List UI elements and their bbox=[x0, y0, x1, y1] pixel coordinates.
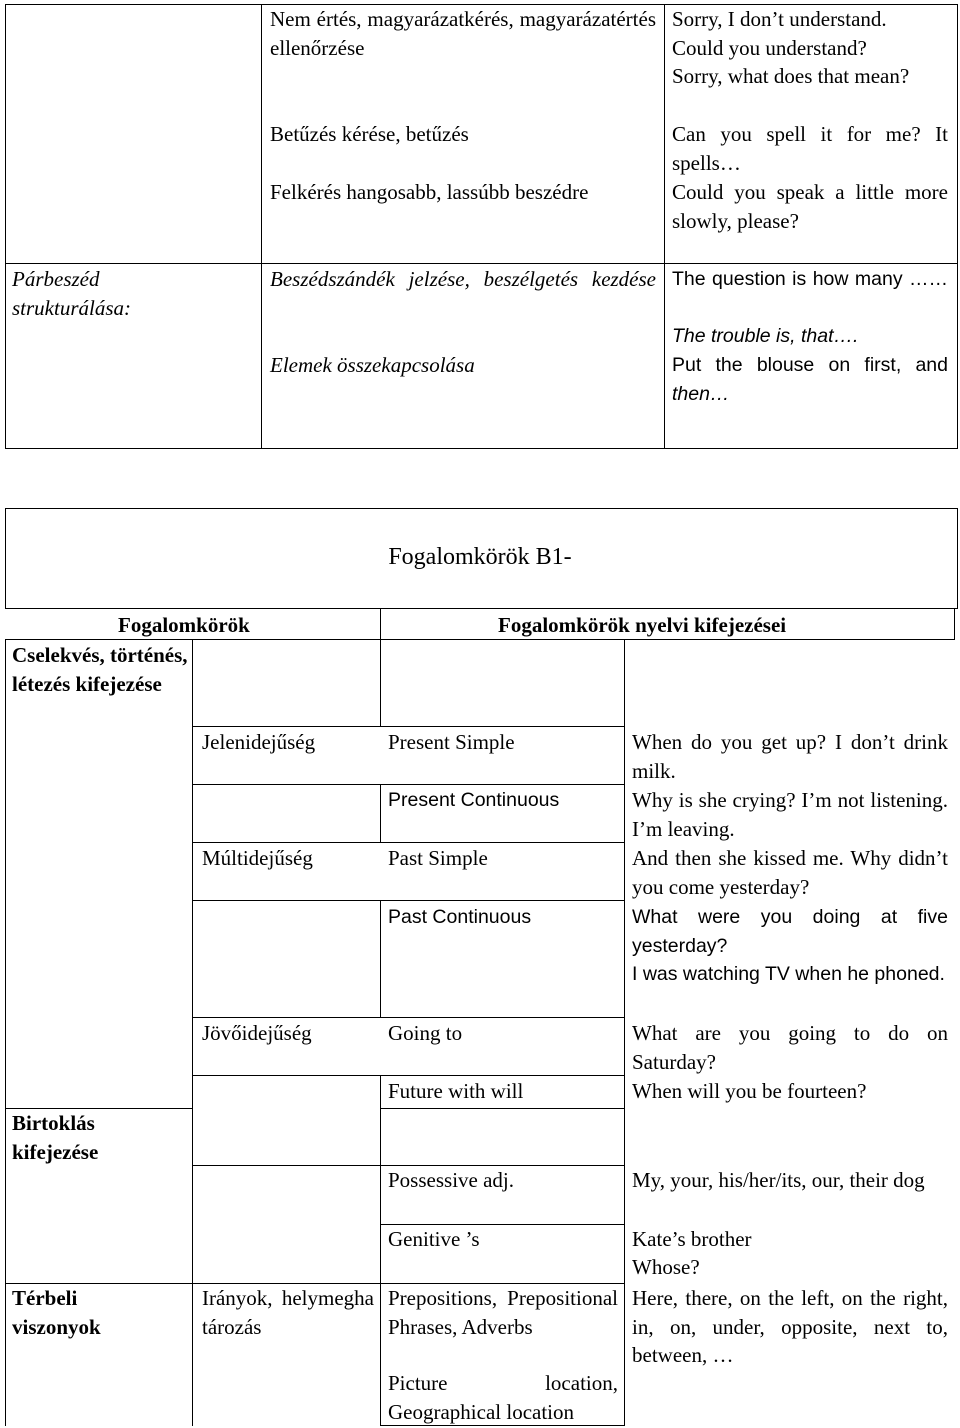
form-past-continuous: Past Continuous bbox=[388, 906, 532, 928]
category-action: Cselekvés, történés, létezés kifejezése bbox=[12, 643, 188, 696]
top-table-border-right bbox=[957, 4, 958, 449]
example-trouble: The trouble is, that…. bbox=[672, 325, 859, 347]
example-then: then… bbox=[672, 383, 730, 405]
top-table-border-left bbox=[5, 4, 6, 449]
top-table-row-divider bbox=[5, 263, 958, 264]
form-possessive-adj: Possessive adj. bbox=[388, 1168, 514, 1192]
row-desc-misunderstanding: Nem értés, magyarázatkérés, magyarázatértés ellenőrzése bbox=[270, 7, 656, 60]
example-genitive-2: Whose? bbox=[632, 1255, 700, 1279]
example-past-simple: And then she kissed me. Why didn’t you come yesterday? bbox=[632, 846, 948, 899]
category-possession: Birtoklás kifejezése bbox=[12, 1111, 99, 1164]
example-genitive: Kate’s brother bbox=[632, 1227, 752, 1251]
title-border-bottom bbox=[5, 608, 958, 609]
form-genitive: Genitive ’s bbox=[388, 1227, 480, 1251]
top-table-divider-1 bbox=[261, 4, 262, 449]
form-past-simple: Past Simple bbox=[388, 846, 488, 870]
top-empty-row-bottom bbox=[192, 726, 625, 727]
example-future-will: When will you be fourteen? bbox=[632, 1079, 867, 1103]
example-past-continuous: What were you doing at five yesterday? bbox=[632, 906, 948, 957]
top-table-divider-2 bbox=[664, 4, 665, 449]
header-right-edge bbox=[954, 608, 955, 640]
example-past-continuous-2: I was watching TV when he phoned. bbox=[632, 963, 945, 985]
example-line: Sorry, what does that mean? bbox=[672, 64, 910, 88]
category-left-edge bbox=[5, 640, 6, 1426]
form-going-to: Going to bbox=[388, 1021, 463, 1045]
example-possessive-adj: My, your, his/her/its, our, their dog bbox=[632, 1168, 925, 1192]
form-location: Picture location, Geographical location bbox=[388, 1371, 618, 1424]
section-label: Párbeszéd strukturálása: bbox=[12, 267, 132, 320]
example-question: The question is how many …… bbox=[672, 268, 948, 290]
example-line: Could you understand? bbox=[672, 35, 867, 60]
item-desc-intention: Beszédszándék jelzése, beszélgetés kezdése bbox=[270, 267, 656, 291]
sub-directions: Irányok, helymeghatározás bbox=[202, 1286, 374, 1339]
form-future-will: Future with will bbox=[388, 1079, 524, 1103]
sub-past: Múltidejűség bbox=[202, 846, 313, 870]
category-divider bbox=[192, 640, 193, 1426]
row-desc-spelling: Betűzés kérése, betűzés bbox=[270, 122, 469, 146]
example-line: Sorry, I don’t understand. bbox=[672, 7, 887, 31]
header-right: Fogalomkörök nyelvi kifejezései bbox=[498, 613, 787, 637]
section-title: Fogalomkörök B1- bbox=[388, 544, 572, 570]
item-desc-linking: Elemek összekapcsolása bbox=[270, 353, 475, 377]
form-present-continuous: Present Continuous bbox=[388, 789, 560, 811]
example-speak-slowly: Could you speak a little more slowly, please? bbox=[672, 180, 948, 233]
example-present-simple: When do you get up? I don’t drink milk. bbox=[632, 730, 948, 783]
header-divider bbox=[380, 608, 381, 640]
example-prepositions: Here, there, on the left, on the right, in, on, under, opposite, next to, between, … bbox=[632, 1286, 948, 1367]
header-underline bbox=[5, 639, 955, 640]
example-col-top-divider bbox=[624, 640, 625, 727]
category-spatial: Térbeli viszonyok bbox=[12, 1286, 101, 1339]
form-prepositions: Prepositions, Prepositional Phrases, Adverbs bbox=[388, 1286, 618, 1339]
example-present-continuous: Why is she crying? I’m not listening. I’m leaving. bbox=[632, 788, 948, 841]
sub-future: Jövőidejűség bbox=[202, 1021, 312, 1045]
top-table-border-bottom bbox=[5, 448, 958, 449]
title-border-top bbox=[5, 508, 958, 509]
example-spelling: Can you spell it for me? It spells… bbox=[672, 122, 948, 175]
form-present-simple: Present Simple bbox=[388, 730, 515, 754]
row-desc-speak-slowly: Felkérés hangosabb, lassúbb beszédre bbox=[270, 180, 589, 204]
header-left: Fogalomkörök bbox=[118, 613, 250, 637]
example-going-to: What are you going to do on Saturday? bbox=[632, 1021, 948, 1074]
sub-present: Jelenidejűség bbox=[202, 730, 316, 754]
form-col-top-divider bbox=[380, 640, 381, 727]
example-blouse: Put the blouse on first, and bbox=[672, 354, 948, 376]
